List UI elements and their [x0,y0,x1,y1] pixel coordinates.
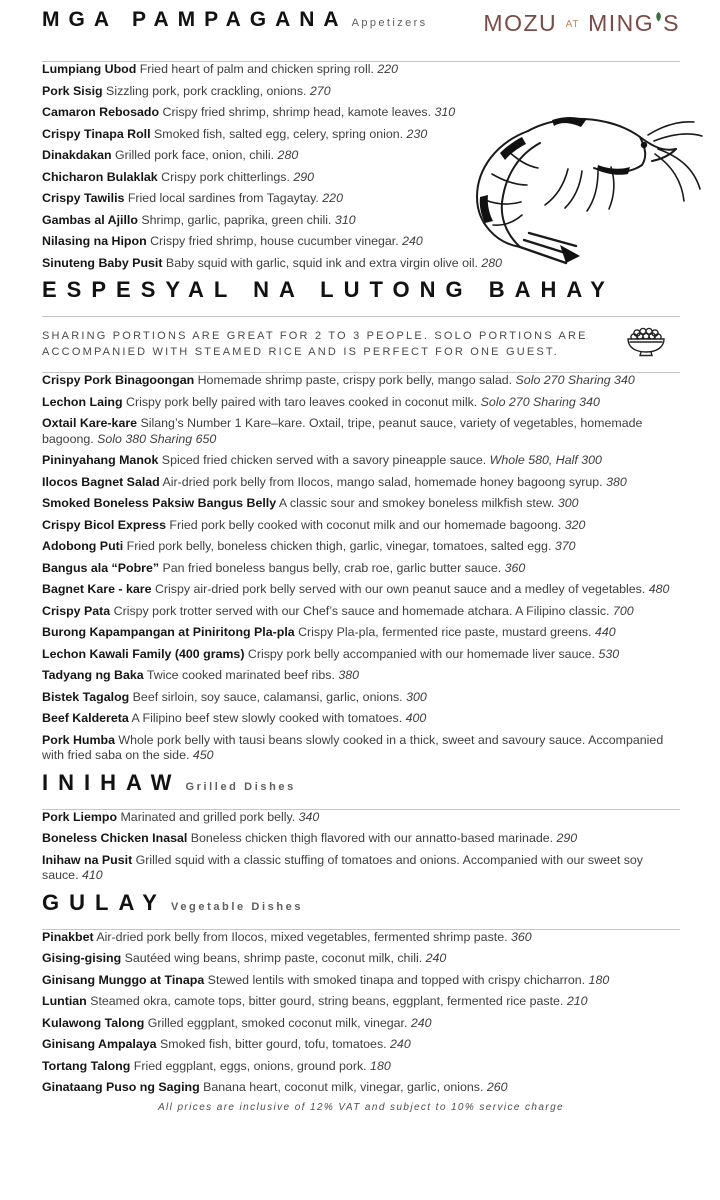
item-description: Pan fried boneless bangus belly, crab roe, garlic butter sauce. [159,560,505,575]
item-description: Smoked fish, bitter gourd, tofu, tomatoes. [156,1037,391,1051]
item-price: 410 [81,868,103,882]
item-name: Luntian [42,994,87,1008]
menu-item [42,733,680,764]
item-name: Crispy Pata [42,603,111,618]
item-description: Fried eggplant, eggs, onions, ground pork. [130,1058,371,1073]
rice-bowl-icon [624,326,668,362]
item-description: Marinated and grilled pork belly. [117,809,299,824]
item-description: Fried pork belly, boneless chicken thigh, garlic, vinegar, tomatoes, salted egg. [123,539,555,553]
section-title-espesyal: ESPESYAL NA LUTONG BAHAY [42,277,615,302]
menu-item [42,1016,680,1032]
section-subtitle-inihaw: Grilled Dishes [185,780,296,793]
item-description: Smoked fish, salted egg, celery, spring onion. [150,126,407,141]
item-price: 300 [557,496,579,510]
item-description: Fried local sardines from Tagaytay. [124,191,323,205]
item-description: Silang’s Number 1 Kare–kare. Oxtail, tripe, peanut sauce, variety of vegetables, homemade bagoong. [42,416,643,446]
menu-item [42,625,680,641]
item-name: Bagnet Kare - kare [42,582,152,596]
menu-item [42,62,522,78]
item-description: Shrimp, garlic, paprika, green chili. [137,212,335,227]
menu-item [42,1037,680,1053]
item-price: 240 [402,234,423,248]
item-name: Ginisang Ampalaya [42,1037,157,1051]
menu-item [42,561,680,577]
sharing-note-row [42,326,680,362]
item-name: Ginisang Munggo at Tinapa [42,972,205,987]
menu-item [42,690,680,706]
menu-item [42,539,680,555]
item-name: Pork Sisig [42,83,103,98]
item-name: Beef Kaldereta [42,711,129,725]
leaf-icon [655,1,662,28]
item-price: 280 [481,255,503,270]
item-price: 240 [390,1037,411,1051]
menu-item [42,373,680,389]
item-name: Gambas al Ajillo [42,212,138,227]
header [42,8,680,37]
item-name: Boneless Chicken Inasal [42,831,188,845]
item-description: Beef sirloin, soy sauce, calamansi, garlic, onions. [129,689,407,704]
menu-item [42,395,680,411]
item-price: 180 [588,972,610,987]
item-name: Ilocos Bagnet Salad [42,474,160,489]
item-name: Dinakdakan [42,148,112,162]
item-name: Smoked Boneless Paksiw Bangus Belly [42,496,277,510]
item-description: Banana heart, coconut milk, vinegar, garlic, onions. [199,1080,487,1094]
menu-item [42,668,680,684]
logo-word-mozu: MOZU [483,10,558,36]
item-name: Ginataang Puso ng Saging [42,1080,200,1094]
menu-list-gulay [42,930,680,1096]
logo-word-mings: MING S [588,10,680,36]
item-description: Crispy fried shrimp, house cucumber vinegar. [146,234,403,248]
page-subtitle: Appetizers [351,17,428,29]
menu-item [42,604,680,620]
item-description: Grilled eggplant, smoked coconut milk, vinegar. [144,1015,411,1030]
menu-item [42,711,680,727]
item-description: Sautéed wing beans, shrimp paste, coconut milk, chili. [121,951,426,965]
item-description: Whole pork belly with tausi beans slowly cooked in a thick, sweet and savoury sauce. Accompanied with fried saba on the side. [42,732,664,762]
item-price: 440 [594,625,616,639]
item-name: Tadyang ng Baka [42,668,144,682]
item-price: 450 [192,748,214,762]
item-price: 480 [648,582,670,596]
menu-item [42,994,680,1010]
item-description: A Filipino beef stew slowly cooked with tomatoes. [128,711,406,725]
item-price: 240 [410,1015,432,1030]
item-price: 240 [425,951,447,965]
item-price: 380 [338,668,360,682]
item-name: Crispy Tinapa Roll [42,126,151,141]
item-price: 700 [612,603,634,618]
item-price: 360 [511,929,532,944]
item-description: Twice cooked marinated beef ribs. [143,668,339,682]
item-price: Solo 380 Sharing 650 [97,431,217,446]
item-price: 530 [598,646,620,661]
item-description: Homemade shrimp paste, crispy pork belly, mango salad. [194,373,516,387]
section-title-inihaw: INIHAW Grilled Dishes [42,769,296,795]
item-name: Inihaw na Pusit [42,852,133,867]
item-name: Gising-gising [42,951,122,965]
section-subtitle-gulay: Vegetable Dishes [170,900,304,913]
item-description: Grilled pork face, onion, chili. [111,148,278,162]
page-title: MGA PAMPAGANA [42,8,348,31]
logo-word-at: AT [565,19,580,30]
menu-item [42,647,680,663]
item-description: Air-dried pork belly from Ilocos, mango salad, homemade honey bagoong syrup. [159,474,607,489]
item-name: Crispy Bicol Express [42,517,166,532]
item-price: 230 [406,126,428,141]
menu-item [42,831,680,847]
item-name: Lechon Laing [42,394,123,409]
item-description: Crispy pork belly accompanied with our homemade liver sauce. [244,646,599,661]
menu-item [42,84,522,100]
item-description: Fried heart of palm and chicken spring roll. [136,62,378,76]
item-price: 290 [556,831,578,845]
item-description: Baby squid with garlic, squid ink and extra virgin olive oil. [162,255,482,270]
restaurant-logo [483,10,680,37]
menu-list-espesyal [42,373,680,764]
item-price: 220 [377,62,399,76]
item-name: Adobong Puti [42,539,124,553]
item-description: Stewed lentils with smoked tinapa and topped with crispy chicharron. [204,972,589,987]
item-name: Nilasing na Hipon [42,234,147,248]
menu-item [42,1080,680,1096]
item-price: 310 [434,105,456,119]
item-description: Crispy pork chitterlings. [157,169,294,184]
item-price: 320 [564,517,586,532]
item-price: 370 [554,539,576,553]
item-price: 400 [405,711,427,725]
item-price: 180 [370,1058,391,1073]
item-name: Burong Kapampangan at Piniritong Pla-pla [42,625,295,639]
item-name: Crispy Tawilis [42,191,125,205]
item-description: Boneless chicken thigh flavored with our annatto-based marinade. [187,831,557,845]
item-description: Crispy pork belly paired with taro leaves cooked in coconut milk. [122,394,481,409]
item-name: Oxtail Kare-kare [42,416,138,430]
menu-item [42,973,680,989]
item-name: Lechon Kawali Family (400 grams) [42,646,245,661]
item-name: Crispy Pork Binagoongan [42,373,195,387]
item-price: 310 [334,212,356,227]
menu-item [42,475,680,491]
menu-item [42,930,680,946]
item-description: A classic sour and smokey boneless milkfish stew. [276,496,558,510]
item-name: Pinakbet [42,929,94,944]
item-name: Bangus ala “Pobre” [42,560,160,575]
item-price: Solo 270 Sharing 340 [515,373,635,387]
item-price: 340 [298,809,320,824]
item-description: Crispy pork trotter served with our Chef’s sauce and homemade atchara. A Filipino classic. [110,603,613,618]
item-price: 260 [486,1080,508,1094]
item-description: Crispy Pla-pla, fermented rice paste, mustard greens. [294,625,595,639]
item-description: Steamed okra, camote tops, bitter gourd, string beans, eggplant, fermented rice paste. [86,994,567,1008]
item-description: Air-dried pork belly from Ilocos, mixed vegetables, fermented shrimp paste. [93,929,511,944]
item-price: 210 [566,994,588,1008]
menu-list-inihaw [42,810,680,884]
item-name: Camaron Rebosado [42,105,160,119]
menu-item [42,453,680,469]
menu-item [42,951,680,967]
item-name: Chicharon Bulaklak [42,169,158,184]
item-price: 270 [309,83,331,98]
menu-item [42,496,680,512]
item-description: Grilled squid with a classic stuffing of tomatoes and onions. Accompanied with our sweet soy sauce. [42,852,644,882]
item-description: Crispy air-dried pork belly served with our own peanut sauce and a medley of vegetables. [151,582,649,596]
item-name: Pininyahang Manok [42,453,159,467]
item-name: Sinuteng Baby Pusit [42,255,163,270]
item-price: 220 [322,191,343,205]
footer-note: All prices are inclusive of 12% VAT and subject to 10% service charge [157,1101,564,1113]
item-name: Lumpiang Ubod [42,62,137,76]
divider [42,316,680,317]
item-description: Fried pork belly cooked with coconut milk and our homemade bagoong. [165,517,565,532]
item-price: 300 [406,689,427,704]
item-description: Spiced fried chicken served with a savory pineapple sauce. [158,453,490,467]
menu-item [42,518,680,534]
item-description: Crispy fried shrimp, shrimp head, kamote leaves. [159,105,435,119]
item-price: 290 [293,169,315,184]
shrimp-illustration [448,104,706,266]
item-price: 360 [504,560,526,575]
section-title-gulay: GULAY Vegetable Dishes [42,889,304,915]
item-name: Bistek Tagalog [42,689,130,704]
item-description: Sizzling pork, pork crackling, onions. [102,83,310,98]
menu-item [42,582,680,598]
item-price: 280 [277,148,299,162]
menu-item [42,810,680,826]
item-price: 380 [606,474,627,489]
item-price: Solo 270 Sharing 340 [480,394,600,409]
menu-item [42,416,680,447]
item-name: Tortang Talong [42,1058,131,1073]
menu-item [42,853,680,884]
menu-item [42,1059,680,1075]
item-name: Pork Liempo [42,809,118,824]
item-name: Kulawong Talong [42,1015,145,1030]
sharing-note: SHARING PORTIONS ARE GREAT FOR 2 TO 3 PEOPLE. SOLO PORTIONS ARE ACCOMPANIED WITH STEAMED RICE AND IS PERFECT FOR ONE GUEST. [42,330,588,358]
item-name: Pork Humba [42,732,115,747]
item-price: Whole 580, Half 300 [489,453,602,467]
